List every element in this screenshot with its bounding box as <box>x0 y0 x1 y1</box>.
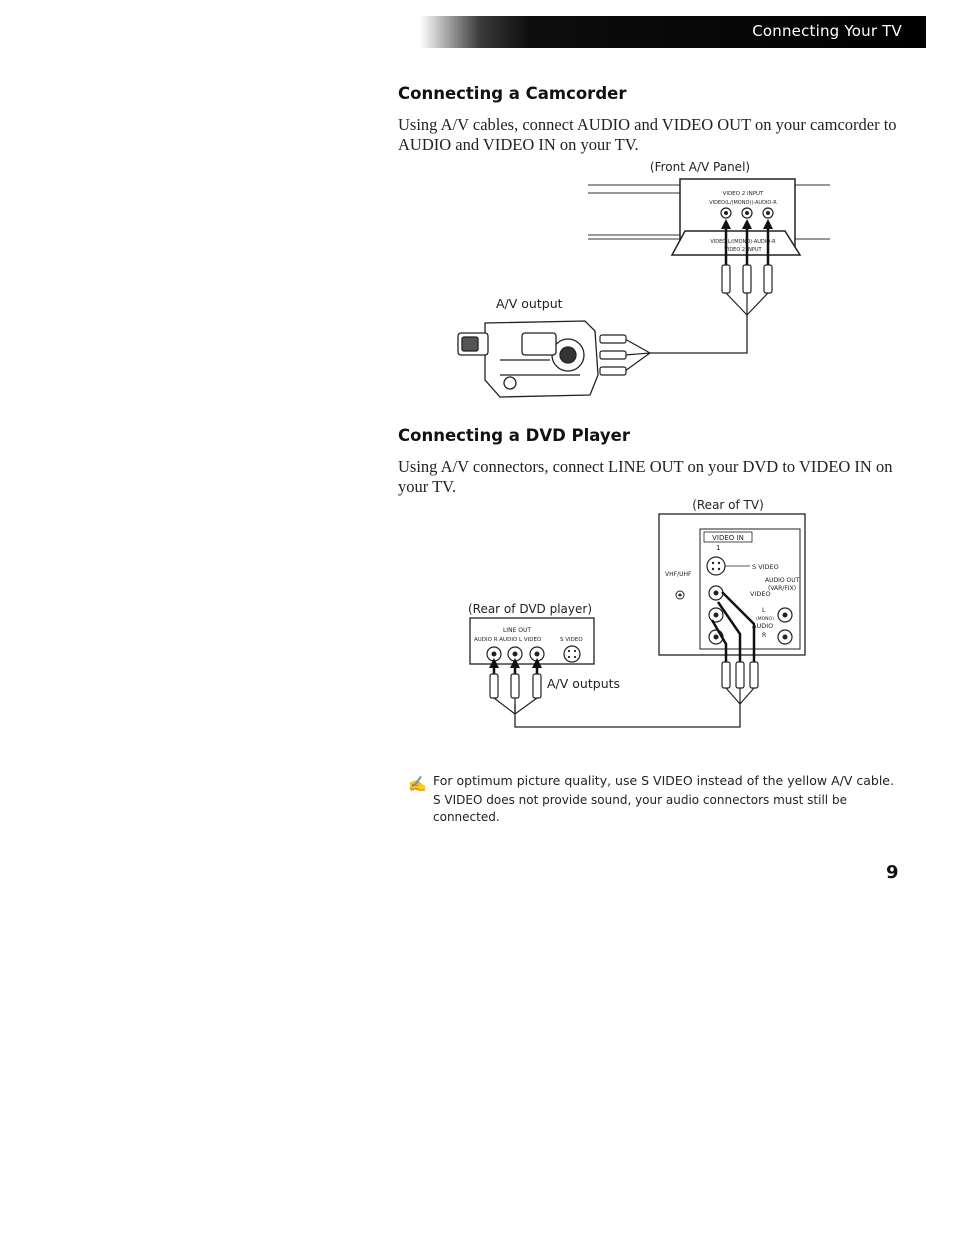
svg-text:LINE OUT: LINE OUT <box>502 627 532 634</box>
svg-text:1: 1 <box>716 544 721 552</box>
svg-text:(VAR/FIX): (VAR/FIX) <box>768 585 797 592</box>
note-text-2: S VIDEO does not provide sound, your audio connectors must still be connected. <box>433 793 847 824</box>
av-output-label: A/V output <box>496 296 563 311</box>
page-number: 9 <box>886 862 899 883</box>
rca-plugs-tv <box>722 265 772 293</box>
body-text-dvd: Using A/V connectors, connect LINE OUT on your DVD to VIDEO IN on your TV. <box>398 457 893 496</box>
note-text-1: For optimum picture quality, use S VIDEO instead of the yellow A/V cable. <box>433 773 894 788</box>
rca-plugs-camcorder <box>600 335 626 375</box>
svg-text:VIDEO: VIDEO <box>750 590 771 598</box>
tv-rear-panel <box>659 514 805 655</box>
svg-text:VIDEO IN: VIDEO IN <box>712 534 744 542</box>
svg-text:AUDIO R AUDIO L VIDEO: AUDIO R AUDIO L VIDEO <box>474 637 542 643</box>
svg-text:VHF/UHF: VHF/UHF <box>665 571 692 578</box>
front-panel-label: (Front A/V Panel) <box>649 160 751 174</box>
front-av-panel <box>672 179 800 255</box>
rear-tv-label: (Rear of TV) <box>692 498 764 512</box>
section-heading-dvd: Connecting a DVD Player <box>398 426 630 445</box>
svg-text:VIDEO(L/(MONO))-AUDIO-R: VIDEO(L/(MONO))-AUDIO-R <box>709 200 777 206</box>
camcorder-diagram <box>440 155 840 415</box>
svg-text:R: R <box>762 632 767 639</box>
dvd-rca-plugs <box>490 674 541 698</box>
svg-text:S VIDEO: S VIDEO <box>752 563 779 571</box>
dvd-rear-panel <box>470 618 594 664</box>
camcorder-icon <box>458 321 598 397</box>
svg-text:VIDEO 2 INPUT: VIDEO 2 INPUT <box>722 191 764 197</box>
svg-text:L: L <box>762 607 766 614</box>
pencil-hand-icon: ✍ <box>408 777 427 793</box>
av-outputs-label: A/V outputs <box>547 676 621 691</box>
svg-text:S VIDEO: S VIDEO <box>560 637 583 643</box>
rear-dvd-label: (Rear of DVD player) <box>467 602 593 616</box>
body-text-camcorder: Using A/V cables, connect AUDIO and VIDEO OUT on your camcorder to AUDIO and VIDEO IN on your TV. <box>398 115 897 154</box>
header-bar <box>420 16 926 48</box>
dvd-diagram <box>460 494 820 734</box>
svg-text:AUDIO: AUDIO <box>752 622 774 630</box>
header-title: Connecting Your TV <box>752 22 902 40</box>
svg-text:AUDIO OUT: AUDIO OUT <box>765 577 800 584</box>
svg-text:VIDEO L/(MONO)-AUDIO-R: VIDEO L/(MONO)-AUDIO-R <box>710 239 776 245</box>
tv-rca-plugs <box>722 662 758 688</box>
section-heading-camcorder: Connecting a Camcorder <box>398 84 627 103</box>
svg-text:VIDEO 2 INPUT: VIDEO 2 INPUT <box>724 247 762 253</box>
svg-text:(MONO): (MONO) <box>756 617 774 622</box>
